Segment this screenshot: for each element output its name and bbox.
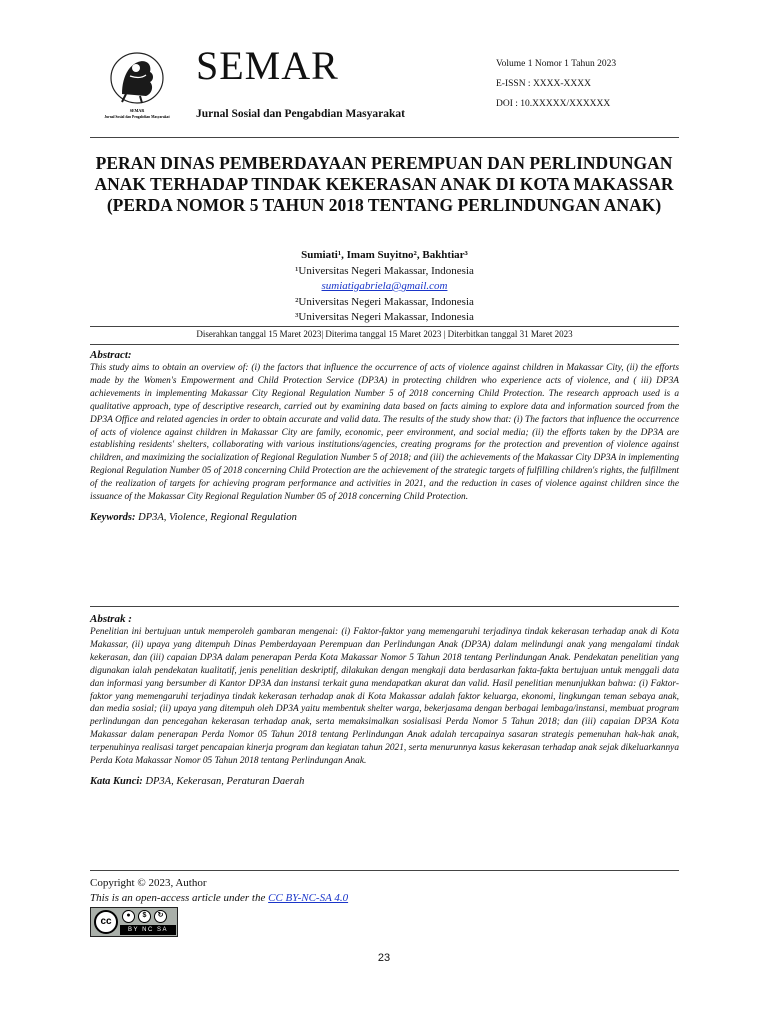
- abstract-indonesian: [90, 613, 679, 787]
- affiliation-1: ¹Universitas Negeri Makassar, Indonesia: [295, 264, 474, 277]
- cc-sa-label: SA: [156, 927, 168, 933]
- journal-meta: [496, 54, 616, 114]
- copyright-notice: Copyright © 2023, Author: [90, 877, 207, 889]
- author-block: [90, 248, 679, 326]
- eissn-info: E-ISSN : XXXX-XXXX: [496, 79, 591, 89]
- kata-kunci-label: Kata Kunci:: [90, 775, 143, 787]
- doi-info: DOI : 10.XXXXX/XXXXXX: [496, 99, 611, 109]
- logo-caption-title: SEMAR: [129, 108, 145, 113]
- abstrak-heading: Abstrak :: [90, 613, 132, 625]
- logo-caption-subtitle: Jurnal Sosial dan Pengabdian Masyarakat: [104, 115, 170, 119]
- footer-divider: [90, 870, 679, 871]
- license-notice: [90, 892, 348, 904]
- sharealike-icon: ↻: [154, 910, 167, 923]
- journal-logo-icon: [92, 48, 182, 122]
- abstract-english: [90, 349, 679, 523]
- abstract-divider: [90, 606, 679, 607]
- license-link[interactable]: CC BY-NC-SA 4.0: [268, 892, 349, 904]
- submission-dates: Diserahkan tanggal 15 Maret 2023| Diterima tanggal 15 Maret 2023 | Diterbitkan tanggal 31 Maret 2023: [196, 329, 573, 339]
- abstract-text: This study aims to obtain an overview of: (i) the factors that influence the occurrence of acts of violence against children in Makassar City, (ii) the efforts made by the Women's Empowerment and Child Protection Service (DP3A) in protecting children who experience acts of violence, and ( iii) DP3A achievements in implementing Makassar City Regional Regulation Number 5 of 2018 concerning Child Protection. The research approach used is a qualitative approach, type of descriptive research, carried out by examining data based on facts aiming to explore data and information sourced from the DP3A Office and related agencies in order to obtain accurate and valid data. The results of the study show that: (i) The factors that influence the occurrence of acts of violence against children in Makassar City are family, economic, peer environment, and social media; (ii) the efforts taken by the DP3A are establishing residents' shelters, collaborating with various institutions/agencies, creating programs for the protection and prevention of violence against children, and maximizing the socialization of Regional Regulation Number 5 of 2018; and (iii) the achievements of the Makassar City DP3A in implementing Regional Regulation Number 05 of 2018 concerning Child Protection are the achievement of the strategic targets of fulfilling children's rights, the fulfillment of the realization of targets for achieving program performance and activities in 2021, and the reduction in cases of violence against children since the issuance of the Makassar City Regional Regulation Number 05 of 2018 concerning Child Protection.: [90, 363, 679, 503]
- page-number: 23: [377, 952, 391, 964]
- article-title: PERAN DINAS PEMBERDAYAAN PEREMPUAN DAN PERLINDUNGAN ANAK TERHADAP TINDAK KEKERASAN ANAK DI KOTA MAKASSAR (PERDA NOMOR 5 TAHUN 2018 TENTANG PERLINDUNGAN ANAK): [94, 153, 674, 215]
- journal-name: SEMAR: [196, 43, 339, 88]
- abstract-heading: Abstract:: [90, 349, 132, 361]
- abstrak-text: Penelitian ini bertujuan untuk memperoleh gambaran mengenai: (i) Faktor-faktor yang memengaruhi terjadinya tindak kekerasan terhadap anak di Kota Makassar, (ii) upaya yang ditempuh Dinas Pemberdayaan Perempuan dan Perlindungan Anak (DP3A) dalam melindungi anak yang mengalami tindak kekerasan, dan (iii) capaian DP3A dalam penerapan Perda Kota Makassar Nomor 5 Tahun 2018 tentang Perlindungan Anak. Pendekatan penelitian yang digunakan ialah pendekatan kualitatif, jenis penelitian deskriptif, dilakukan dengan mengkaji data berdasarkan fakta-fakta bertujuan untuk menggali data dan informasi yang bersumber di Kantor DP3A dan instansi terkait guna mendapatkan akurat dan valid. Hasil penelitian menunjukkan bahwa: (i) Faktor-faktor yang memengaruhi terjadinya tindak kekerasan terhadap anak di Kota Makassar adalah faktor keluarga, ekonomi, lingkungan teman sebaya anak, dan media sosial; (ii) upaya yang ditempuh oleh DP3A yaitu membentuk shelter warga, bekerjasama dengan berbagai lembaga/instansi, membuat program perlindungan dan pencegahan kekerasan terhadap anak, serta memaksimalkan sosialisasi Perda Nomor 5 Tahun 2018; dan (iii) capaian DP3A Kota Makassar dalam penerapan Perda Nomor 05 Tahun 2018 tentang Perlindungan Anak adalah tercapainya sasaran strategis pemenuhan hak-hak anak, terpenuhinya realisasi target pencapaian kinerja program dan kegiatan tahun 2021, serta menurunnya kasus kekerasan terhadap anak sejak dikeluarkannya Perda Kota Makassar Nomor 05 Tahun 2018 tentang Perlindungan Anak.: [90, 627, 679, 767]
- volume-info: Volume 1 Nomor 1 Tahun 2023: [496, 59, 617, 69]
- cc-license-badge[interactable]: [90, 907, 178, 937]
- affiliation-3: ³Universitas Negeri Makassar, Indonesia: [295, 311, 474, 323]
- cc-nc-label: NC: [142, 927, 154, 933]
- kata-kunci-line: [90, 776, 679, 787]
- keywords-values: DP3A, Violence, Regional Regulation: [135, 511, 297, 523]
- affiliation-2: ²Universitas Negeri Makassar, Indonesia: [295, 295, 474, 308]
- cc-condition-icons: [122, 910, 176, 924]
- creative-commons-icon: cc: [94, 910, 118, 934]
- keywords-line: [90, 512, 679, 523]
- attribution-icon: ●: [122, 910, 135, 923]
- author-email-link[interactable]: sumiatigabriela@gmail.com: [321, 280, 448, 292]
- dates-divider-top: [90, 326, 679, 327]
- kata-kunci-values: DP3A, Kekerasan, Peraturan Daerah: [142, 775, 305, 787]
- dates-divider-bottom: [90, 344, 679, 345]
- header-divider: [90, 137, 679, 138]
- author-names: Sumiati¹, Imam Suyitno², Bakhtiar³: [301, 249, 468, 261]
- license-prefix: This is an open-access article under the: [90, 892, 269, 904]
- cc-by-label: BY: [128, 927, 139, 933]
- noncommercial-icon: $: [138, 910, 151, 923]
- keywords-label: Keywords:: [90, 511, 136, 523]
- cc-label-bar: [120, 925, 176, 935]
- journal-subtitle: Jurnal Sosial dan Pengabdian Masyarakat: [196, 108, 405, 120]
